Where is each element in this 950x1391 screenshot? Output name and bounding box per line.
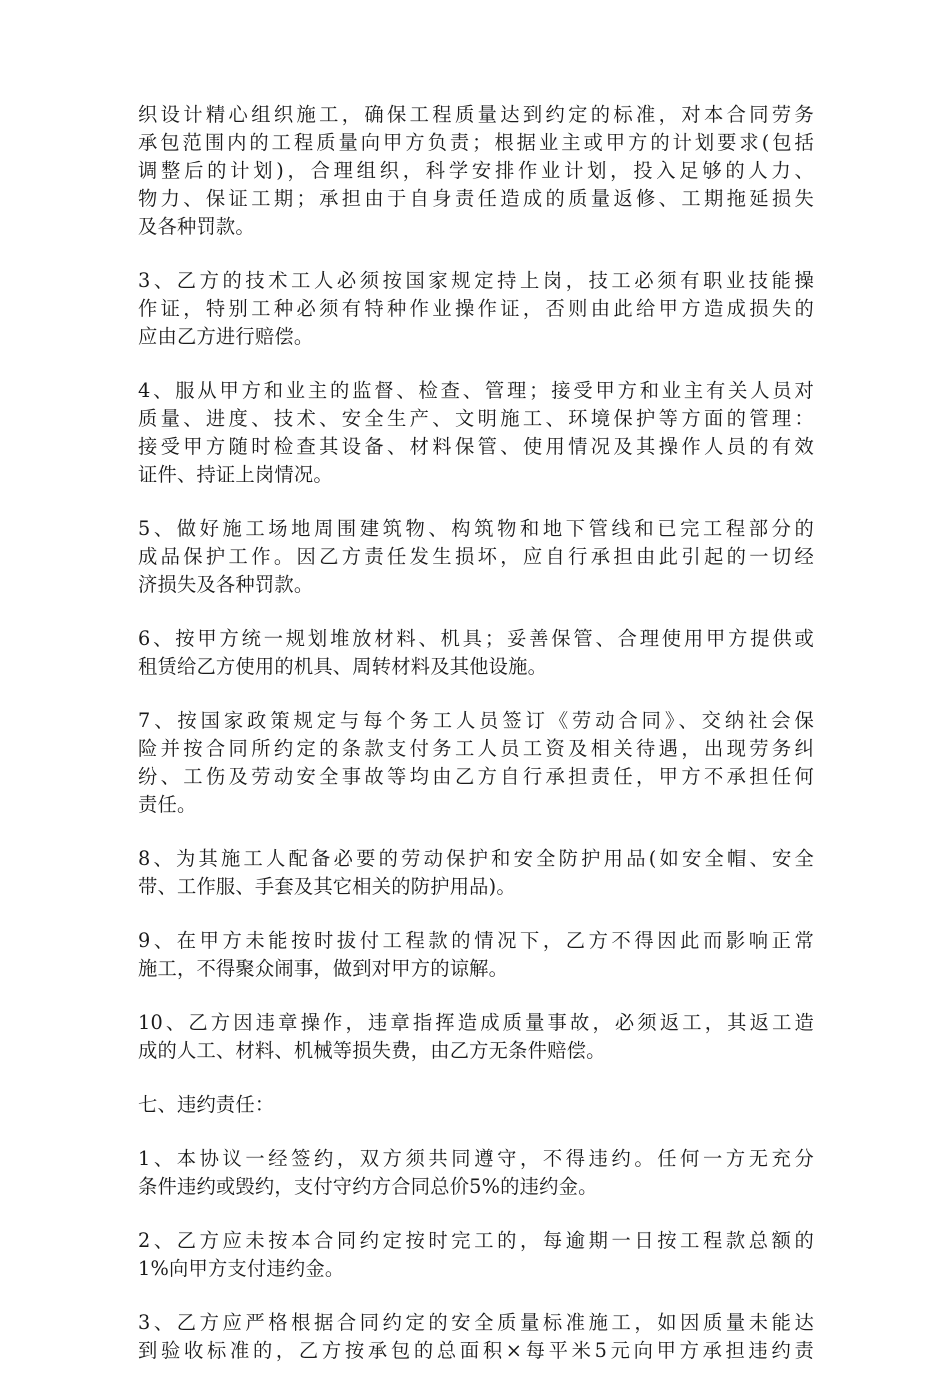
text-line: 条件违约或毁约，支付守约方合同总价5%的违约金。 [138,1175,598,1198]
text-line: 5、做好施工场地周围建筑物、构筑物和地下管线和已完工程部分的 [138,517,814,540]
text-line: 7、按国家政策规定与每个务工人员签订《劳动合同》、交纳社会保 [138,709,814,732]
text-line: 8、为其施工人配备必要的劳动保护和安全防护用品(如安全帽、安全 [138,847,814,870]
text-line: 施工，不得聚众闹事，做到对甲方的谅解。 [138,957,509,980]
text-line: 接受甲方随时检查其设备、材料保管、使用情况及其操作人员的有效 [138,435,814,458]
text-line: 成的人工、材料、机械等损失费，由乙方无条件赔偿。 [138,1039,606,1062]
paragraph [138,845,814,901]
paragraph [138,1145,814,1201]
text-line: 作证，特别工种必须有特种作业操作证，否则由此给甲方造成损失的 [138,297,814,320]
text-line: 6、按甲方统一规划堆放材料、机具；妥善保管、合理使用甲方提供或 [138,627,814,650]
text-line: 调整后的计划)，合理组织，科学安排作业计划，投入足够的人力、 [138,159,814,182]
paragraph [138,1309,814,1365]
document-page [138,101,814,1391]
text-line: 及各种罚款。 [138,215,255,238]
paragraph [138,515,814,599]
text-line: 七、违约责任： [138,1093,275,1116]
paragraph [138,707,814,819]
text-line: 物力、保证工期；承担由于自身责任造成的质量返修、工期拖延损失 [138,187,814,210]
text-line: 4、服从甲方和业主的监督、检查、管理；接受甲方和业主有关人员对 [138,379,814,402]
paragraph [138,101,814,241]
paragraph [138,267,814,351]
text-line: 9、在甲方未能按时拔付工程款的情况下，乙方不得因此而影响正常 [138,929,814,952]
text-line: 济损失及各种罚款。 [138,573,314,596]
text-line: 3、乙方应严格根据合同约定的安全质量标准施工，如因质量未能达 [138,1311,814,1334]
text-line: 织设计精心组织施工，确保工程质量达到约定的标准，对本合同劳务 [138,103,814,126]
text-line: 责任。 [138,793,197,816]
text-line: 2、乙方应未按本合同约定按时完工的，每逾期一日按工程款总额的 [138,1229,814,1252]
text-line: 1、本协议一经签约，双方须共同遵守，不得违约。任何一方无充分 [138,1147,814,1170]
paragraph [138,927,814,983]
text-line: 纷、工伤及劳动安全事故等均由乙方自行承担责任，甲方不承担任何 [138,765,814,788]
text-line: 承包范围内的工程质量向甲方负责；根据业主或甲方的计划要求(包括 [138,131,814,154]
text-line: 险并按合同所约定的条款支付务工人员工资及相关待遇，出现劳务纠 [138,737,814,760]
paragraph [138,625,814,681]
text-line: 成品保护工作。因乙方责任发生损坏，应自行承担由此引起的一切经 [138,545,814,568]
text-line: 质量、进度、技术、安全生产、文明施工、环境保护等方面的管理： [138,407,814,430]
text-line: 证件、持证上岗情况。 [138,463,333,486]
text-line: 3、乙方的技术工人必须按国家规定持上岗，技工必须有职业技能操 [138,269,814,292]
paragraph [138,1227,814,1283]
paragraph [138,1009,814,1065]
text-line: 带、工作服、手套及其它相关的防护用品)。 [138,875,516,898]
paragraph [138,1091,814,1119]
paragraph [138,377,814,489]
text-line: 到验收标准的，乙方按承包的总面积×每平米5元向甲方承担违约责 [138,1339,814,1362]
text-line: 应由乙方进行赔偿。 [138,325,314,348]
text-line: 10、乙方因违章操作，违章指挥造成质量事故，必须返工，其返工造 [138,1011,814,1034]
text-line: 1%向甲方支付违约金。 [138,1257,345,1280]
text-line: 租赁给乙方使用的机具、周转材料及其他设施。 [138,655,548,678]
